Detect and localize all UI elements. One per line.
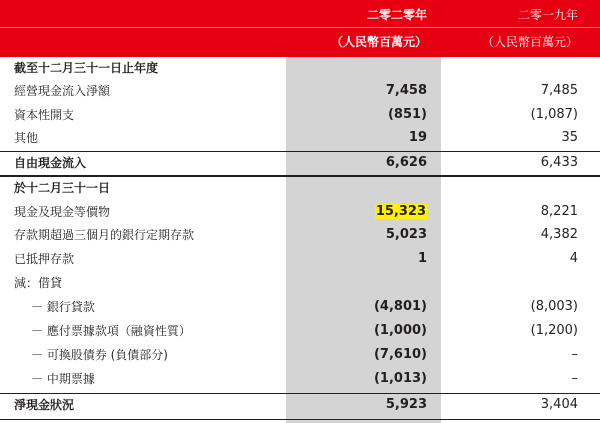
row-bills-payable — [0, 320, 600, 343]
prior-value: 6,433 — [540, 155, 578, 170]
section-title: 截至十二月三十一日止年度 — [14, 61, 159, 75]
highlighted-value: 15,323 — [375, 204, 426, 219]
prior-value: – — [571, 347, 578, 362]
row-label: 已抵押存款 — [14, 252, 75, 266]
row-capex — [0, 104, 600, 127]
row-others — [0, 127, 600, 150]
prior-year-heading: 二零一九年 — [517, 8, 578, 22]
section-borrowings — [0, 272, 600, 295]
prior-value: 4,382 — [540, 227, 578, 242]
row-label: － 中期票據 — [31, 372, 95, 386]
prior-value: 35 — [561, 130, 578, 145]
current-value: (4,801) — [373, 299, 427, 314]
row-label: 現金及現金等價物 — [14, 205, 111, 219]
current-value: 1 — [417, 251, 427, 266]
row-label: 經營現金流入淨額 — [14, 84, 111, 98]
row-bank-loans — [0, 296, 600, 319]
row-label: － 可換股債券 (負債部分) — [31, 348, 168, 362]
prior-value: (1,200) — [530, 323, 578, 338]
current-value: (7,610) — [373, 347, 427, 362]
row-medium-term-notes — [0, 368, 600, 391]
section-as-at — [0, 177, 600, 200]
current-value: (1,000) — [373, 323, 427, 338]
row-label: 自由現金流入 — [14, 156, 87, 170]
row-cash — [0, 201, 600, 224]
prior-value: 7,485 — [540, 83, 578, 98]
prior-value: 4 — [569, 251, 578, 266]
bottom-rule — [0, 419, 600, 420]
current-value: 5,023 — [385, 227, 427, 242]
row-label: 其他 — [14, 131, 39, 145]
header-divider — [0, 27, 600, 28]
current-value: 7,458 — [385, 83, 427, 98]
prior-value: – — [571, 371, 578, 386]
current-year-unit: （人民幣百萬元） — [330, 35, 427, 49]
current-value: 19 — [408, 130, 427, 145]
row-term-deposits — [0, 224, 600, 247]
row-operating-inflow — [0, 80, 600, 103]
row-convertible-bonds — [0, 344, 600, 367]
current-value: (1,013) — [373, 371, 427, 386]
current-year-heading: 二零二零年 — [366, 8, 427, 22]
section-title: 減：借貸 — [14, 276, 63, 290]
current-value — [375, 204, 427, 220]
section-title: 於十二月三十一日 — [14, 181, 111, 195]
row-label: － 銀行貸款 — [31, 300, 95, 314]
current-value: 5,923 — [385, 397, 427, 412]
row-label: 淨現金狀況 — [14, 398, 75, 412]
row-label: － 應付票據款項（融資性質） — [31, 324, 191, 338]
prior-year-unit: （人民幣百萬元） — [481, 35, 578, 49]
prior-value: (8,003) — [530, 299, 578, 314]
row-pledged — [0, 248, 600, 271]
prior-value: 8,221 — [540, 204, 578, 219]
row-free-cash-flow — [0, 152, 600, 175]
current-value: (851) — [387, 107, 427, 122]
row-label: 資本性開支 — [14, 108, 75, 122]
current-value: 6,626 — [385, 155, 427, 170]
prior-value: 3,404 — [540, 397, 578, 412]
prior-value: (1,087) — [530, 107, 578, 122]
row-label: 存款期超過三個月的銀行定期存款 — [14, 228, 195, 242]
row-net-cash — [0, 394, 600, 417]
section-year-end — [0, 57, 600, 80]
